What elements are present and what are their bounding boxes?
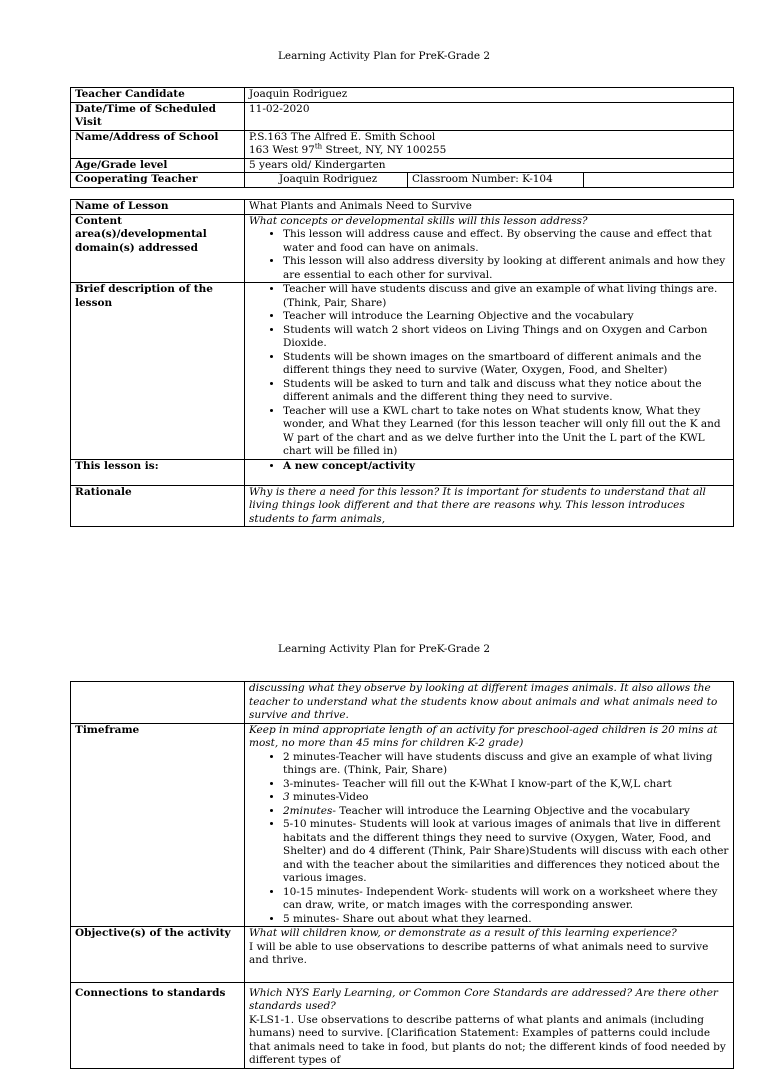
lesson-is-value	[245, 459, 734, 485]
list-item: • 5-10 minutes- Students will look at various images of animals that live in different habitats and the different things they need to survive (Oxygen, Water, Food, and Shelter) and do 4 different (Think, Pair Share)Students will discuss with each other and with the teacher about the similarities and differences they noticed about the various images.	[283, 818, 729, 886]
timeframe-value	[245, 723, 734, 927]
school-value	[245, 130, 734, 158]
standards-label: Connections to standards	[71, 982, 245, 1068]
school-name: P.S.163 The Alfred E. Smith School	[249, 130, 436, 143]
list-item: • Teacher will introduce the Learning Objective and the vocabulary	[283, 310, 729, 324]
brief-value	[245, 283, 734, 460]
age-label: Age/Grade level	[71, 158, 245, 173]
lesson-name-label: Name of Lesson	[71, 200, 245, 215]
list-item: • 10-15 minutes- Independent Work- students will work on a worksheet where they can draw, write, or match images with the corresponding answer.	[283, 886, 729, 913]
brief-list	[249, 283, 729, 459]
timeframe-prompt: Keep in mind appropriate length of an activity for preschool-aged children is 20 mins at most, no more than 45 mins for children K-2 grade)	[249, 723, 718, 749]
timeframe-list	[249, 751, 729, 927]
lesson-is-label: This lesson is:	[71, 459, 245, 485]
page-title: Learning Activity Plan for PreK-Grade 2	[277, 50, 491, 62]
school-address: 163 West 97th Street, NY, NY 100255	[249, 142, 447, 156]
lesson-table	[70, 199, 734, 527]
rationale-label: Rationale	[71, 485, 245, 527]
list-item: • A new concept/activity	[283, 460, 729, 474]
empty-label-cell	[71, 682, 245, 724]
content-label: Content area(s)/developmental domain(s) addressed	[71, 214, 245, 283]
content-value	[245, 214, 734, 283]
objective-text: I will be able to use observations to describe patterns of what animals need to survive and thrive.	[249, 940, 709, 966]
list-item: • Teacher will use a KWL chart to take notes on What students know, What they wonder, and What they Learned (for this lesson teacher will only fill out the K and W part of the chart and as we delve further into the Unit the L part of the KWL chart will be filled in)	[283, 405, 729, 459]
objective-label: Objective(s) of the activity	[71, 927, 245, 983]
empty-cell	[584, 173, 734, 188]
list-item: • 5 minutes- Share out about what they learned.	[283, 913, 729, 927]
teacher-candidate-label: Teacher Candidate	[71, 88, 245, 103]
objective-value	[245, 927, 734, 983]
rationale-text: Why is there a need for this lesson? It is important for students to understand that all living things look different and that there are reasons why. This lesson introduces students to farm animals,	[245, 485, 734, 527]
list-item: • This lesson will also address diversity by looking at different animals and how they are essential to each other for survival.	[283, 255, 729, 282]
objective-prompt: What will children know, or demonstrate as a result of this learning experience?	[249, 927, 677, 939]
list-item: • Students will watch 2 short videos on Living Things and on Oxygen and Carbon Dioxide.	[283, 324, 729, 351]
list-item: • 3-minutes- Teacher will fill out the K-What I know-part of the K,W,L chart	[283, 778, 729, 792]
list-item: • Students will be shown images on the smartboard of different animals and the different things they need to survive (Water, Oxygen, Food, and Shelter)	[283, 351, 729, 378]
date-label: Date/Time of Scheduled Visit	[71, 102, 245, 130]
coop-label: Cooperating Teacher	[71, 173, 245, 188]
brief-label: Brief description of the lesson	[71, 283, 245, 460]
date-value: 11-02-2020	[245, 102, 734, 130]
standards-prompt: Which NYS Early Learning, or Common Core Standards are addressed? Are there other standards used?	[249, 986, 718, 1012]
list-item: • This lesson will address cause and effect. By observing the cause and effect that water and food can have on animals.	[283, 228, 729, 255]
lesson-name-value: What Plants and Animals Need to Survive	[245, 200, 734, 215]
age-value: 5 years old/ Kindergarten	[245, 158, 734, 173]
list-item: • 3 minutes-Video	[283, 791, 729, 805]
rationale-continued: discussing what they observe by looking at different images animals. It also allows the teacher to understand what the students know about animals and what animals need to survive and thrive.	[245, 682, 734, 724]
coop-value: Joaquin Rodriguez	[245, 173, 408, 188]
list-item: • Teacher will have students discuss and give an example of what living things are. (Think, Pair, Share)	[283, 283, 729, 310]
standards-text: K-LS1-1. Use observations to describe patterns of what plants and animals (including humans) need to survive. [Clarification Statement: Examples of patterns could include that animals need to take in food, but plants do not; the different kinds of food needed by different types of	[249, 1013, 726, 1066]
content-prompt: What concepts or developmental skills will this lesson address?	[249, 214, 588, 227]
school-label: Name/Address of School	[71, 130, 245, 158]
lesson-table-continued	[70, 681, 734, 1069]
teacher-candidate-value: Joaquin Rodriguez	[245, 88, 734, 103]
list-item: • Students will be asked to turn and talk and discuss what they notice about the different animals and the different thing they need to survive.	[283, 378, 729, 405]
classroom-value: Classroom Number: K-104	[408, 173, 584, 188]
page-title: Learning Activity Plan for PreK-Grade 2	[277, 643, 491, 655]
list-item: • 2minutes- Teacher will introduce the Learning Objective and the vocabulary	[283, 805, 729, 819]
content-list	[249, 228, 729, 282]
standards-value	[245, 982, 734, 1068]
timeframe-label: Timeframe	[71, 723, 245, 927]
info-table	[70, 87, 734, 188]
list-item: • 2 minutes-Teacher will have students discuss and give an example of what living things are. (Think, Pair, Share)	[283, 751, 729, 778]
